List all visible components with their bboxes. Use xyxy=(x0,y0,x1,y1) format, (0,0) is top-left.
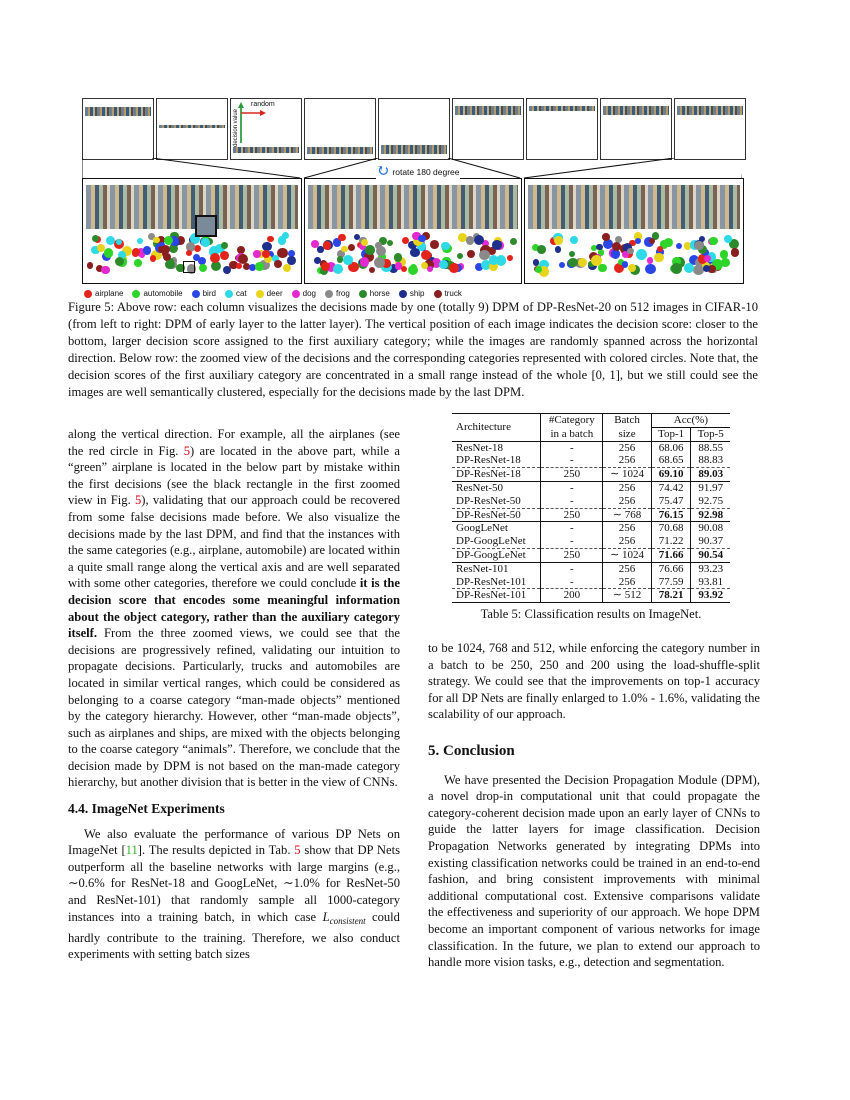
cell-top5: 92.98 xyxy=(691,508,730,522)
cell-batch: ∼ 1024 xyxy=(603,548,651,562)
cell-top1: 70.68 xyxy=(651,522,691,535)
cell-arch: DP-GoogLeNet xyxy=(452,535,541,548)
category-circle xyxy=(274,260,282,268)
cell-top1: 71.22 xyxy=(651,535,691,548)
category-circle xyxy=(449,263,459,273)
legend-item xyxy=(325,289,350,298)
category-circle xyxy=(116,239,122,245)
category-circle xyxy=(457,253,463,259)
category-circle xyxy=(348,244,355,251)
cell-arch: ResNet-101 xyxy=(452,562,541,575)
category-circle xyxy=(221,242,228,249)
cell-arch: GoogLeNet xyxy=(452,522,541,535)
category-circle xyxy=(194,245,201,252)
category-circle xyxy=(568,258,578,268)
category-circle xyxy=(569,251,575,257)
legend-label: deer xyxy=(266,289,283,298)
cell-top5: 93.23 xyxy=(691,562,730,575)
figure-caption: Figure 5: Above row: each column visualizes the decisions made by one (totally 9) DPM of DP-ResNet-20 on 512 images in CIFAR-10 (from left to right: DPM of early layer to the latter layer). The vertical position of each image indicates the decision score: closer to the bottom, larger decision score assigned to the first auxiliary category; while the images are randomly spanned across the horizontal direction. Below row: the zoomed view of the decisions and the corresponding categories represented with colored circles. Note that, the decision scores of the first auxiliary category are concentrated in a small range instead of the whole [0, 1], but we still could see the images are well semantically clustered, especially for the decisions made by the last DPM. xyxy=(68,300,758,399)
paragraph-batch-results: to be 1024, 768 and 512, while enforcing the category number in a batch to be 250, 250 and 200 using the load-shuffle-split strategy. We could see that the improvements on top-1 accuracy for all DP Nets are finally enlarged to 1.0% - 1.6%, validating the scalability of our approach. xyxy=(428,641,760,722)
cell-arch: ResNet-18 xyxy=(452,441,541,454)
cell-arch: ResNet-50 xyxy=(452,481,541,494)
header-top5: Top-5 xyxy=(697,427,724,440)
cell-top5: 93.92 xyxy=(691,589,730,603)
cell-arch: DP-ResNet-101 xyxy=(452,576,541,589)
category-circle xyxy=(238,254,248,264)
category-circle xyxy=(671,263,682,274)
axis-arrows xyxy=(231,99,301,159)
cell-top5: 90.08 xyxy=(691,522,730,535)
cell-top1: 78.21 xyxy=(651,589,691,603)
category-circle xyxy=(199,264,207,272)
rotate-annotation xyxy=(376,164,460,180)
category-circle xyxy=(636,249,647,260)
category-circle xyxy=(360,257,370,267)
legend-swatch xyxy=(292,290,300,298)
legend-label: truck xyxy=(444,289,462,298)
category-circle xyxy=(622,261,628,267)
legend-swatch xyxy=(132,290,140,298)
dpm-strip-5 xyxy=(378,98,450,160)
section-heading-4-4: 4.4. ImageNet Experiments xyxy=(68,801,225,817)
category-circle xyxy=(150,255,156,261)
category-circle xyxy=(635,238,641,244)
table-row xyxy=(452,495,730,508)
figure-5 xyxy=(82,98,742,298)
cell-batch: 256 xyxy=(603,535,651,548)
dpm-strip-8 xyxy=(600,98,672,160)
table-row xyxy=(452,589,730,603)
category-circle xyxy=(267,236,273,242)
legend-item xyxy=(225,289,247,298)
table-ref[interactable]: 5 xyxy=(294,843,301,858)
category-circle xyxy=(402,237,409,244)
cell-batch: 256 xyxy=(603,495,651,508)
key-conclusion: it is the decision score that encodes some meaningful information about the object category, rather than the auxiliary category itself. xyxy=(68,576,400,641)
dpm-strip-7 xyxy=(526,98,598,160)
category-legend xyxy=(84,289,462,298)
legend-label: automobile xyxy=(143,289,183,298)
cell-top1: 68.06 xyxy=(651,441,691,454)
category-circle xyxy=(535,266,542,273)
table-caption: Table 5: Classification results on ImageNet. xyxy=(480,607,702,622)
category-circle xyxy=(533,259,539,265)
category-circle xyxy=(507,255,513,261)
category-circle xyxy=(287,256,296,265)
cell-batch: 256 xyxy=(603,454,651,467)
category-circle xyxy=(375,242,381,248)
table-row xyxy=(452,562,730,575)
category-circle xyxy=(161,245,170,254)
category-circle xyxy=(223,266,231,274)
cell-arch: DP-ResNet-101 xyxy=(452,589,541,603)
black-rectangle-marker xyxy=(183,261,195,273)
dpm-strip-3 xyxy=(230,98,302,160)
legend-item xyxy=(192,289,216,298)
category-circle xyxy=(612,242,621,251)
table-row xyxy=(452,522,730,535)
cell-top1: 69.10 xyxy=(651,468,691,482)
cell-batch: ∼ 1024 xyxy=(603,468,651,482)
category-circle xyxy=(137,238,143,244)
category-circle xyxy=(510,238,517,245)
legend-swatch xyxy=(434,290,442,298)
cell-cat: - xyxy=(541,441,603,454)
legend-swatch xyxy=(256,290,264,298)
decision-value-label: decision value xyxy=(233,108,240,148)
header-acc: Acc(%) xyxy=(651,414,730,428)
category-circle xyxy=(101,266,109,274)
legend-item xyxy=(256,289,283,298)
cell-cat: - xyxy=(541,576,603,589)
cell-cat: 200 xyxy=(541,589,603,603)
figure-ref[interactable]: 5 xyxy=(183,443,191,458)
cell-batch: 256 xyxy=(603,441,651,454)
cell-cat: - xyxy=(541,522,603,535)
cell-top5: 88.83 xyxy=(698,454,724,467)
table-row xyxy=(452,508,730,522)
category-circle xyxy=(474,235,484,245)
cell-cat: 250 xyxy=(541,548,603,562)
rotate-label: rotate 180 degree xyxy=(392,167,460,177)
cell-cat: 250 xyxy=(541,508,603,522)
category-circle xyxy=(654,253,663,262)
category-circle xyxy=(255,262,264,271)
legend-item xyxy=(292,289,316,298)
category-circle xyxy=(466,236,475,245)
loss-symbol: $L_{consistent}$ xyxy=(322,909,366,927)
category-circle xyxy=(439,260,448,269)
category-circle xyxy=(537,245,546,254)
category-circle xyxy=(649,238,655,244)
category-circle xyxy=(479,250,490,261)
legend-swatch xyxy=(399,290,407,298)
category-circle xyxy=(627,248,633,254)
category-circle xyxy=(369,267,375,273)
table-row xyxy=(452,548,730,562)
legend-label: airplane xyxy=(95,289,124,298)
dpm-strip-6 xyxy=(452,98,524,160)
cell-top5: 90.37 xyxy=(698,535,724,548)
category-circle xyxy=(703,265,710,272)
legend-label: frog xyxy=(336,289,350,298)
header-architecture: Architecture xyxy=(452,414,541,442)
paragraph-conclusion: We have presented the Decision Propagation Module (DPM), a novel drop-in computational unit that could propagate the category-coherent decision made upon an early layer of CNNs to guide the latter layers for image classification. Decision Propagation Networks generated by integrating DPMs into existing classification networks could be trained in an end-to-end fashion, and bring consistent improvements with minimal additional computational cost. Extensive comparisons validate the effectiveness and superiority of our approach. We hope DPM become an important component of various networks for image classification. In the future, we plan to extend our approach to handle more vision tasks, e.g., detection and segmentation. xyxy=(428,772,760,970)
cell-cat: - xyxy=(541,454,603,467)
table-row xyxy=(452,481,730,494)
category-circle xyxy=(570,236,578,244)
category-circle xyxy=(408,265,418,275)
cell-top1: 76.66 xyxy=(651,562,691,575)
legend-swatch xyxy=(225,290,233,298)
cell-top5: 91.97 xyxy=(691,481,730,494)
table-row xyxy=(452,535,730,548)
category-circle xyxy=(321,262,330,271)
cell-cat: 250 xyxy=(541,468,603,482)
left-column xyxy=(68,426,400,963)
cell-top5: 92.75 xyxy=(698,494,724,507)
category-circle xyxy=(201,238,210,247)
dpm-strip-2 xyxy=(156,98,228,160)
category-circle xyxy=(277,248,287,258)
cell-top1: 77.59 xyxy=(651,576,691,589)
zoom-view-2 xyxy=(304,178,522,284)
category-circle xyxy=(401,266,407,272)
cell-batch: 256 xyxy=(603,562,651,575)
cell-batch: 256 xyxy=(603,481,651,494)
legend-item xyxy=(132,289,182,298)
highlighted-image xyxy=(195,215,217,237)
legend-item xyxy=(359,289,390,298)
cell-top1: 71.66 xyxy=(651,548,691,562)
category-circle xyxy=(441,242,450,251)
cell-top5: 89.03 xyxy=(691,468,730,482)
cell-cat: - xyxy=(541,495,603,508)
legend-item xyxy=(399,289,425,298)
cell-cat: - xyxy=(541,562,603,575)
category-circle xyxy=(676,243,682,249)
table-row xyxy=(452,454,730,467)
category-circle xyxy=(365,245,375,255)
category-circle xyxy=(709,237,717,245)
category-circle xyxy=(430,240,439,249)
category-circle xyxy=(283,264,291,272)
category-circle xyxy=(645,264,656,275)
zoom-view-1 xyxy=(82,178,302,284)
cell-top1: 75.47 xyxy=(651,495,691,508)
rotate-arrow-icon: ↻ xyxy=(376,163,390,180)
category-circle xyxy=(139,252,145,258)
cell-arch: DP-GoogLeNet xyxy=(452,548,541,562)
citation-link[interactable]: 11 xyxy=(125,843,138,858)
category-circle xyxy=(374,257,385,268)
category-circle xyxy=(555,246,562,253)
table-row xyxy=(452,468,730,482)
cell-top5: 93.81 xyxy=(698,575,724,588)
category-circle xyxy=(559,262,565,268)
legend-item xyxy=(434,289,462,298)
category-circle xyxy=(387,240,393,246)
legend-item xyxy=(84,289,123,298)
cell-batch: 256 xyxy=(603,576,651,589)
category-circle xyxy=(278,236,287,245)
category-circle xyxy=(104,248,113,257)
results-table: Architecture #Category Batch Acc(%) in a batch size Top-1 Top-5 ResNet-18 - 256 68.06 88.55 DP-ResNet-18 - 256 68.65 88.83 DP-ResNet-18 250 ∼ 1024 69.10 89.03 ResNet-50 - 256 74.42 91.97 DP-ResNet-50 - 256 75.47 92.75 DP-ResNet-50 250 ∼ 768 76.15 92.98 GoogLeNet - 256 70.68 90.08 DP-GoogLeNet - 256 71.22 90.37 DP-GoogLeNet 250 ∼ 1024 71.66 90.54 ResNet-101 - 256 76.66 93.23 DP-ResNet-101 - 256 77.59 93.81 DP-ResNet-101 200 ∼ 512 78.21 93.92 Table 5: Classification results on ImageNet. xyxy=(452,413,730,622)
legend-label: dog xyxy=(302,289,316,298)
category-circle xyxy=(341,246,348,253)
category-circle xyxy=(554,236,564,246)
category-circle xyxy=(343,255,353,265)
category-circle xyxy=(489,255,499,265)
legend-swatch xyxy=(192,290,200,298)
legend-label: bird xyxy=(202,289,216,298)
zoom-view-3 xyxy=(524,178,744,284)
category-circle xyxy=(492,240,502,250)
category-circle xyxy=(467,250,475,258)
category-circle xyxy=(337,256,343,262)
cell-arch: DP-ResNet-18 xyxy=(452,468,541,482)
category-circle xyxy=(578,258,587,267)
header-top1: Top-1 xyxy=(651,427,691,441)
category-circle xyxy=(253,250,261,258)
category-circle xyxy=(418,235,425,242)
legend-label: ship xyxy=(409,289,425,298)
category-circle xyxy=(165,260,174,269)
category-circle xyxy=(410,248,419,257)
category-circle xyxy=(338,234,345,241)
cell-batch: ∼ 512 xyxy=(603,589,651,603)
dpm-strip-4 xyxy=(304,98,376,160)
cell-cat: - xyxy=(541,535,603,548)
figure-ref[interactable]: 5 xyxy=(134,493,142,508)
category-circle xyxy=(220,251,229,260)
legend-swatch xyxy=(84,290,92,298)
cell-top1: 76.15 xyxy=(651,508,691,522)
category-circle xyxy=(724,235,732,243)
paragraph-analysis: along the vertical direction. For example, all the airplanes (see the red circle in Fig. 5) are located in the above part, while a “green” airplane is located in the below part by mistake within the first decisions (see the black rectangle in the first zoomed view in Fig. 5), validating that our approach could be recovered from some false decisions made before. We also visualize the decisions made by the last DPM, and find that the instances with the same categories (e.g., airplane, automobile) are located within a quite small range along the vertical axis and are well separated with some other categories, therefore we could conclude it is the decision score that encodes some meaningful information about the object category, rather than the auxiliary category itself. From the three zoomed views, we could see that the decisions are progressively refined, validating our intuition to propagate decisions. Particularly, trucks and automobiles are located in similar vertical ranges, which could be considered as belonging to a coarse category “man-made objects” mentioned by the category hierarchy. However, other “man-made objects”, such as airplanes and ships, are mixed with the objects belonging to the coarse category “animals”. Therefore, we conclude that the decision made by DPM is not based on the man-made category hierarchy, but another division that is better in the view of CNNs. xyxy=(68,427,401,790)
dpm-strip-1 xyxy=(82,98,154,160)
category-circle xyxy=(647,257,653,263)
cell-arch: DP-ResNet-50 xyxy=(452,508,541,522)
category-circle xyxy=(314,257,321,264)
category-circle xyxy=(596,244,602,250)
category-circle xyxy=(731,248,739,256)
category-circles xyxy=(308,231,518,279)
legend-label: cat xyxy=(235,289,247,298)
table-row xyxy=(452,441,730,454)
legend-label: horse xyxy=(369,289,390,298)
category-circle xyxy=(87,262,94,269)
category-circles xyxy=(528,231,740,279)
category-circle xyxy=(694,241,703,250)
category-circle xyxy=(134,259,141,266)
category-circle xyxy=(602,233,610,241)
category-circle xyxy=(591,255,602,266)
cell-cat: - xyxy=(541,481,603,494)
paragraph-imagenet: We also evaluate the performance of various DP Nets on ImageNet [11]. The results depicted in Tab. 5 show that DP Nets outperform all the baseline networks with large margins (e.g., ∼0.6% for ResNet-18 and GoogLeNet, ∼1.0% for ResNet-50 and ResNet-101) that randomly sample all 1000-category instances into a training batch, in which case $L_{consistent}$ could hardly contribute to the training. Therefore, we also conduct experiments with setting batch sizes xyxy=(68,826,400,962)
legend-swatch xyxy=(325,290,333,298)
dpm-strip-9 xyxy=(674,98,746,160)
category-circle xyxy=(657,246,663,252)
header-category: #Category xyxy=(541,414,603,428)
section-heading-conclusion: 5. Conclusion xyxy=(428,742,515,759)
cell-top5: 88.55 xyxy=(691,441,730,454)
random-label: random xyxy=(251,101,275,108)
cell-batch: ∼ 768 xyxy=(603,508,651,522)
cell-top1: 74.42 xyxy=(651,481,691,494)
right-column xyxy=(428,640,760,971)
cell-top1: 68.65 xyxy=(651,454,691,467)
cell-top5: 90.54 xyxy=(691,548,730,562)
category-circle xyxy=(333,264,343,274)
cell-arch: DP-ResNet-18 xyxy=(452,454,541,467)
cell-arch: DP-ResNet-50 xyxy=(452,495,541,508)
legend-swatch xyxy=(359,290,367,298)
category-circle xyxy=(186,250,192,256)
table-row xyxy=(452,576,730,589)
header-batch: Batch xyxy=(603,414,651,428)
cell-batch: 256 xyxy=(603,522,651,535)
